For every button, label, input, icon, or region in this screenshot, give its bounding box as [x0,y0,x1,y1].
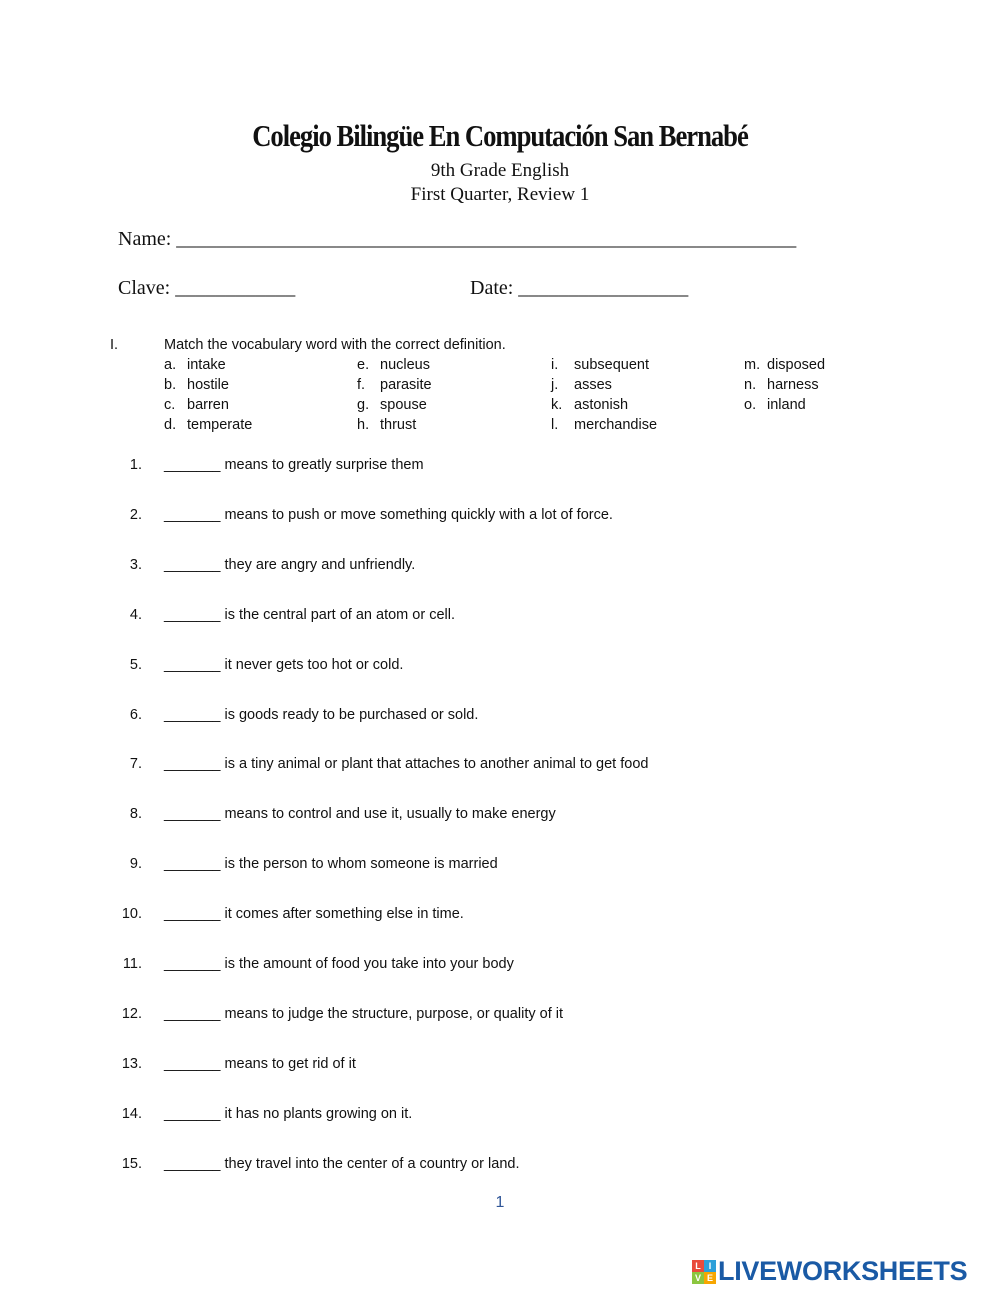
word-option [744,357,825,373]
date-field[interactable]: Date: _________________ [470,277,689,299]
logo-letter: E [704,1272,716,1284]
question-number: 5. [129,657,142,673]
option-word: disposed [767,357,826,373]
liveworksheets-logo-icon [692,1260,716,1284]
brand-text: LIVEWORKSHEETS [718,1256,968,1286]
word-option [357,377,432,393]
word-option [744,397,806,413]
option-word: barren [187,397,229,413]
page-number: 1 [495,1194,505,1211]
word-option [551,417,657,433]
option-letter: e. [357,357,370,373]
question-number: 9. [129,856,142,872]
option-letter: g. [357,397,370,413]
option-letter: h. [357,417,370,433]
question-text[interactable]: _______ is the amount of food you take into your body [164,956,514,972]
logo-letter: I [704,1260,716,1272]
question-text[interactable]: _______ it never gets too hot or cold. [164,657,404,673]
question-text[interactable]: _______ it has no plants growing on it. [164,1106,413,1122]
section-instruction: Match the vocabulary word with the correct definition. [164,337,506,353]
option-word: astonish [574,397,629,413]
word-option [357,357,430,373]
option-word: harness [767,377,819,393]
question-text[interactable]: _______ is goods ready to be purchased or sold. [164,707,479,723]
question-text[interactable]: _______ is a tiny animal or plant that attaches to another animal to get food [164,756,649,772]
question-number: 10. [121,906,142,922]
question-number: 7. [129,756,142,772]
question-text[interactable]: _______ is the central part of an atom or cell. [164,607,455,623]
course-title: 9th Grade English [430,160,570,181]
question-number: 4. [129,607,142,623]
question-text[interactable]: _______ means to judge the structure, purpose, or quality of it [164,1006,563,1022]
option-letter: k. [551,397,563,413]
option-word: merchandise [574,417,658,433]
option-word: hostile [187,377,229,393]
school-title: Colegio Bilingüe En Computación San Bernabé [252,118,748,153]
word-option [164,357,226,373]
question-number: 13. [121,1056,142,1072]
question-number: 14. [121,1106,142,1122]
word-option [164,377,229,393]
option-word: parasite [380,377,432,393]
option-word: temperate [187,417,253,433]
option-word: inland [767,397,806,413]
option-letter: j. [551,377,559,393]
word-option [551,397,628,413]
question-number: 15. [121,1156,142,1172]
option-letter: a. [164,357,177,373]
option-word: thrust [380,417,417,433]
question-number: 12. [121,1006,142,1022]
question-number: 6. [129,707,142,723]
word-option [357,397,427,413]
word-option [164,397,229,413]
section-number: I. [110,337,119,353]
option-word: nucleus [380,357,430,373]
option-letter: m. [744,357,761,373]
logo-letter: V [692,1272,704,1284]
question-text[interactable]: _______ they travel into the center of a country or land. [164,1156,520,1172]
option-letter: b. [164,377,177,393]
question-text[interactable]: _______ means to get rid of it [164,1056,356,1072]
logo-letter: L [692,1260,704,1272]
question-number: 1. [129,457,142,473]
question-number: 11. [122,956,142,972]
option-word: spouse [380,397,427,413]
question-text[interactable]: _______ means to greatly surprise them [164,457,424,473]
word-option [164,417,252,433]
question-number: 8. [129,806,142,822]
question-number: 3. [129,557,142,573]
option-word: asses [574,377,612,393]
question-text[interactable]: _______ it comes after something else in time. [164,906,464,922]
option-letter: o. [744,397,757,413]
option-letter: f. [357,377,366,393]
name-field[interactable]: Name: ______________________________________________________________ [118,228,797,250]
word-option [357,417,416,433]
question-text[interactable]: _______ means to push or move something quickly with a lot of force. [164,507,613,523]
option-word: subsequent [574,357,649,373]
word-option [551,357,649,373]
question-text[interactable]: _______ means to control and use it, usually to make energy [164,806,556,822]
word-option [551,377,612,393]
option-letter: i. [551,357,559,373]
option-word: intake [187,357,226,373]
question-text[interactable]: _______ is the person to whom someone is married [164,856,498,872]
question-number: 2. [129,507,142,523]
word-option [744,377,819,393]
option-letter: d. [164,417,177,433]
option-letter: c. [164,397,176,413]
question-text[interactable]: _______ they are angry and unfriendly. [164,557,416,573]
liveworksheets-brand [692,1256,967,1287]
option-letter: n. [744,377,757,393]
clave-field[interactable]: Clave: ____________ [118,277,296,299]
option-letter: l. [551,417,559,433]
review-title: First Quarter, Review 1 [410,184,590,205]
